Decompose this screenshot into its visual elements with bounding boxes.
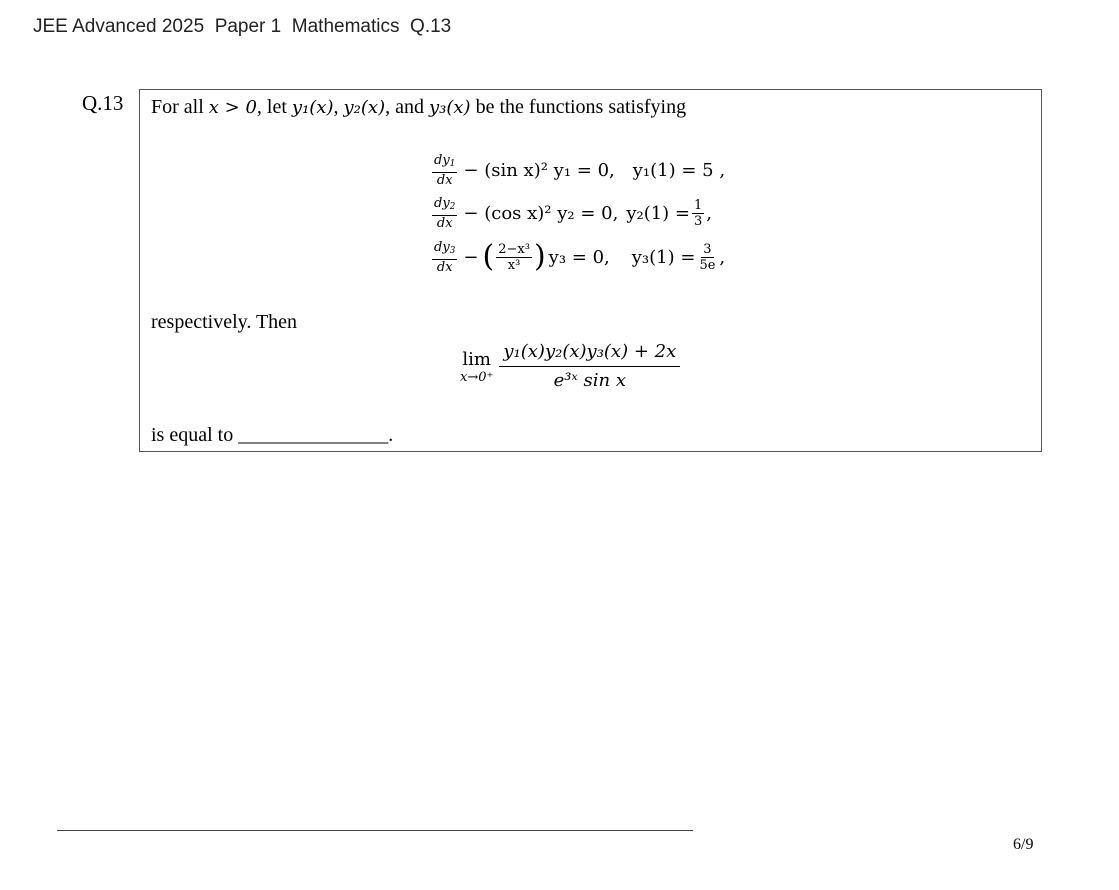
page-number: 6/9 <box>1013 836 1034 853</box>
respectively-text: respectively. Then <box>151 311 298 333</box>
limit-expression <box>460 340 680 393</box>
equation-2-body: − (cos x)² y₂ = 0, <box>463 202 619 224</box>
derivative-dy3-dx: $\frac{dy_3}{dx}$ <box>434 239 456 275</box>
limit-fraction <box>499 340 680 393</box>
equation-1 <box>430 150 725 190</box>
answer-prompt: is equal to _______________. <box>151 424 394 446</box>
intro-condition: x > 0 <box>208 97 257 118</box>
equation-3-coefficient: $\frac{\text{2−x³}}{\text{x³}}$ <box>498 241 530 273</box>
equation-1-body: − (sin x)² y₁ = 0, <box>463 159 615 181</box>
derivative-dy2-dx: $\frac{dy_2}{dx}$ <box>434 195 456 231</box>
equation-3-tail: , <box>719 246 726 268</box>
equation-2 <box>430 193 712 233</box>
question-intro: For all x > 0, let y₁(x), y₂(x), and y₃(x) be the functions satisfying <box>151 96 687 118</box>
equation-3-fraction: $\frac{3}{5e}$ <box>699 241 716 273</box>
intro-suffix: be the functions satisfying <box>475 96 687 118</box>
question-number: Q.13 <box>82 91 124 115</box>
limit-operator: lim x→0⁺ <box>460 348 494 385</box>
question-box <box>139 89 1042 452</box>
equation-1-initial: y₁(1) = 5 , <box>632 159 726 181</box>
intro-let: , let <box>256 96 287 118</box>
intro-prefix: For all <box>151 96 204 118</box>
equation-3-body: y₃ = 0, <box>548 246 610 268</box>
limit-denominator: e³ˣ sin x <box>553 370 627 391</box>
equation-3: $\frac{dy_3}{dx}$ − ( $\frac{\text{2−x³}}{\text{x³}}$ ) y₃ = 0, y₃(1) = $\frac{3}{5e}$ , <box>434 239 726 275</box>
limit-numerator: y₁(x)y₂(x)y₃(x) + 2x <box>499 340 680 367</box>
page-header: JEE Advanced 2025 Paper 1 Mathematics Q.13 <box>33 16 452 37</box>
function-y2: y₂(x) <box>343 97 386 118</box>
footer-rule <box>57 830 693 831</box>
equation-2-initial: y₂(1) = <box>626 202 690 224</box>
intro-and: , and <box>385 96 424 118</box>
equation-2-fraction: $\frac{1}{3}$ <box>694 197 703 229</box>
equation-3-initial: y₃(1) = <box>631 246 696 268</box>
function-y3: y₃(x) <box>429 97 471 118</box>
derivative-dy1-dx: $\frac{dy_1}{dx}$ <box>434 152 456 188</box>
function-y1: y₁(x) <box>291 97 334 118</box>
equation-2-tail: , <box>706 202 713 224</box>
